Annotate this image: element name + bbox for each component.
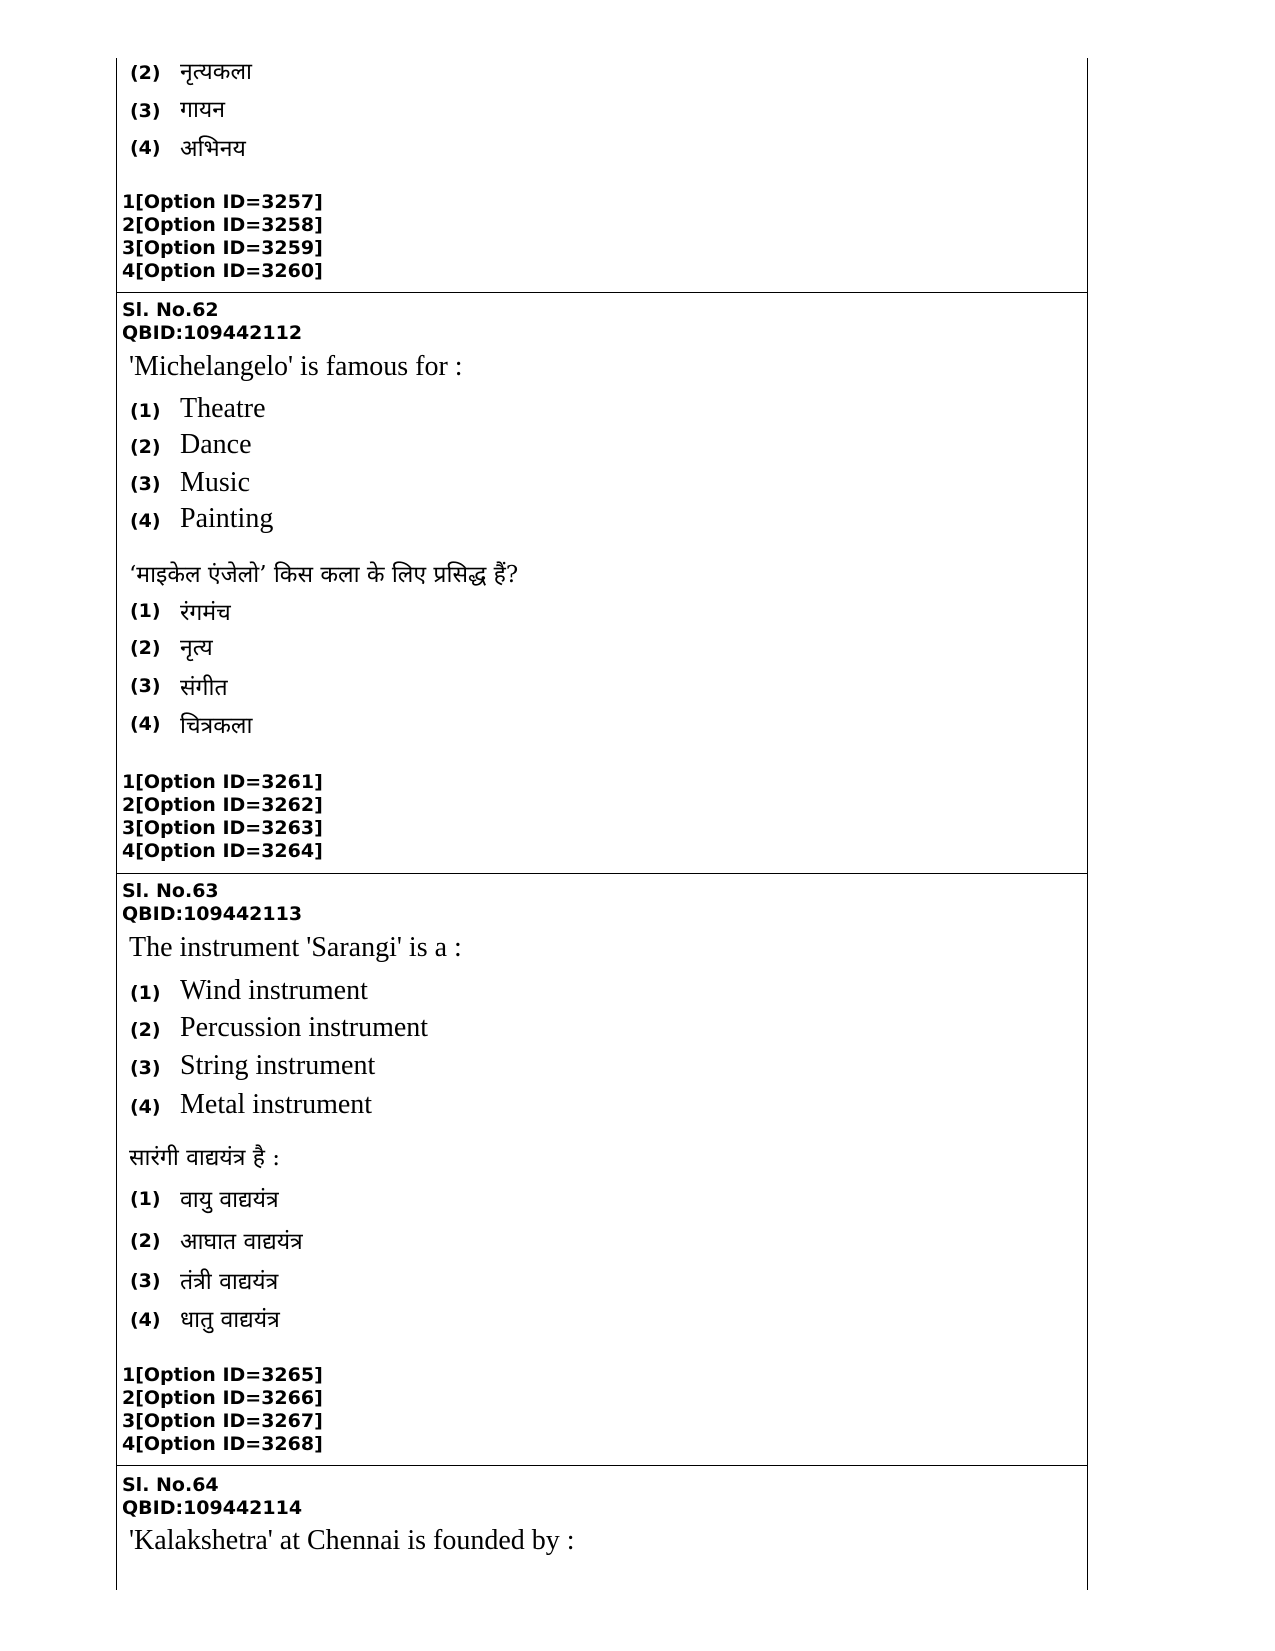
option-id: 2[Option ID=3258] (122, 214, 323, 236)
serial-number: Sl. No.62 (122, 299, 219, 321)
option-text: Percussion instrument (180, 1012, 429, 1043)
option-number: (1) (130, 600, 161, 622)
option-number: (3) (130, 100, 161, 122)
option-number: (1) (130, 982, 161, 1004)
option-number: (2) (130, 436, 161, 458)
option-number: (4) (130, 1096, 161, 1118)
serial-number: Sl. No.64 (122, 1474, 219, 1496)
option-number: (1) (130, 1188, 161, 1210)
option-number: (2) (130, 1230, 161, 1252)
hindi-option-text: नृत्यकला (180, 59, 252, 85)
option-text: Metal instrument (180, 1089, 373, 1120)
question-header (122, 880, 302, 926)
option-number: (3) (130, 1270, 161, 1292)
question-text: 'Kalakshetra' at Chennai is founded by : (129, 1525, 575, 1556)
hindi-option-text: संगीत (180, 675, 228, 701)
option-number: (3) (130, 473, 161, 495)
hindi-option-text: रंगमंच (180, 600, 231, 626)
option-id: 1[Option ID=3257] (122, 191, 323, 213)
qbid: QBID:109442113 (122, 903, 303, 925)
option-number: (2) (130, 62, 161, 84)
option-id: 4[Option ID=3268] (122, 1433, 323, 1455)
option-text: Painting (180, 503, 274, 534)
option-text: Music (180, 467, 250, 498)
option-id: 2[Option ID=3266] (122, 1387, 323, 1409)
hindi-option-text: गायन (180, 97, 226, 123)
option-number: (4) (130, 137, 161, 159)
option-id: 3[Option ID=3267] (122, 1410, 323, 1432)
row-divider (116, 873, 1088, 874)
option-number: (4) (130, 510, 161, 532)
option-number: (4) (130, 1309, 161, 1331)
hindi-option-text: वायु वाद्ययंत्र (180, 1187, 279, 1213)
row-divider (116, 1465, 1088, 1466)
option-id: 2[Option ID=3262] (122, 794, 323, 816)
option-id: 3[Option ID=3259] (122, 237, 323, 259)
option-number: (4) (130, 713, 161, 735)
option-id: 4[Option ID=3260] (122, 260, 323, 282)
option-text: Dance (180, 429, 252, 460)
serial-number: Sl. No.63 (122, 880, 219, 902)
option-id: 4[Option ID=3264] (122, 840, 323, 862)
hindi-option-text: धातु वाद्ययंत्र (180, 1307, 280, 1333)
question-text: The instrument 'Sarangi' is a : (129, 932, 462, 963)
hindi-question-text: सारंगी वाद्ययंत्र है : (129, 1145, 280, 1171)
option-text: Wind instrument (180, 975, 368, 1006)
hindi-question-text: ‘माइकेल एंजेलो’ किस कला के लिए प्रसिद्ध हैं? (129, 562, 519, 588)
option-id-list (122, 191, 323, 283)
qbid: QBID:109442114 (122, 1497, 303, 1519)
hindi-option-text: अभिनय (180, 136, 246, 162)
qbid: QBID:109442112 (122, 322, 303, 344)
option-number: (3) (130, 1057, 161, 1079)
option-id: 3[Option ID=3263] (122, 817, 323, 839)
option-number: (1) (130, 400, 161, 422)
question-header (122, 299, 302, 345)
hindi-option-text: आघात वाद्ययंत्र (180, 1229, 303, 1255)
option-id-list (122, 771, 323, 863)
hindi-option-text: नृत्य (180, 635, 213, 661)
option-id: 1[Option ID=3265] (122, 1364, 323, 1386)
hindi-option-text: तंत्री वाद्ययंत्र (180, 1269, 279, 1295)
question-text: 'Michelangelo' is famous for : (129, 351, 463, 382)
option-text: String instrument (180, 1050, 376, 1081)
option-id-list (122, 1364, 323, 1456)
question-header (122, 1474, 302, 1520)
option-number: (2) (130, 637, 161, 659)
option-id: 1[Option ID=3261] (122, 771, 323, 793)
row-divider (116, 292, 1088, 293)
hindi-option-text: चित्रकला (180, 713, 253, 739)
option-number: (2) (130, 1019, 161, 1041)
option-number: (3) (130, 675, 161, 697)
option-text: Theatre (180, 393, 266, 424)
